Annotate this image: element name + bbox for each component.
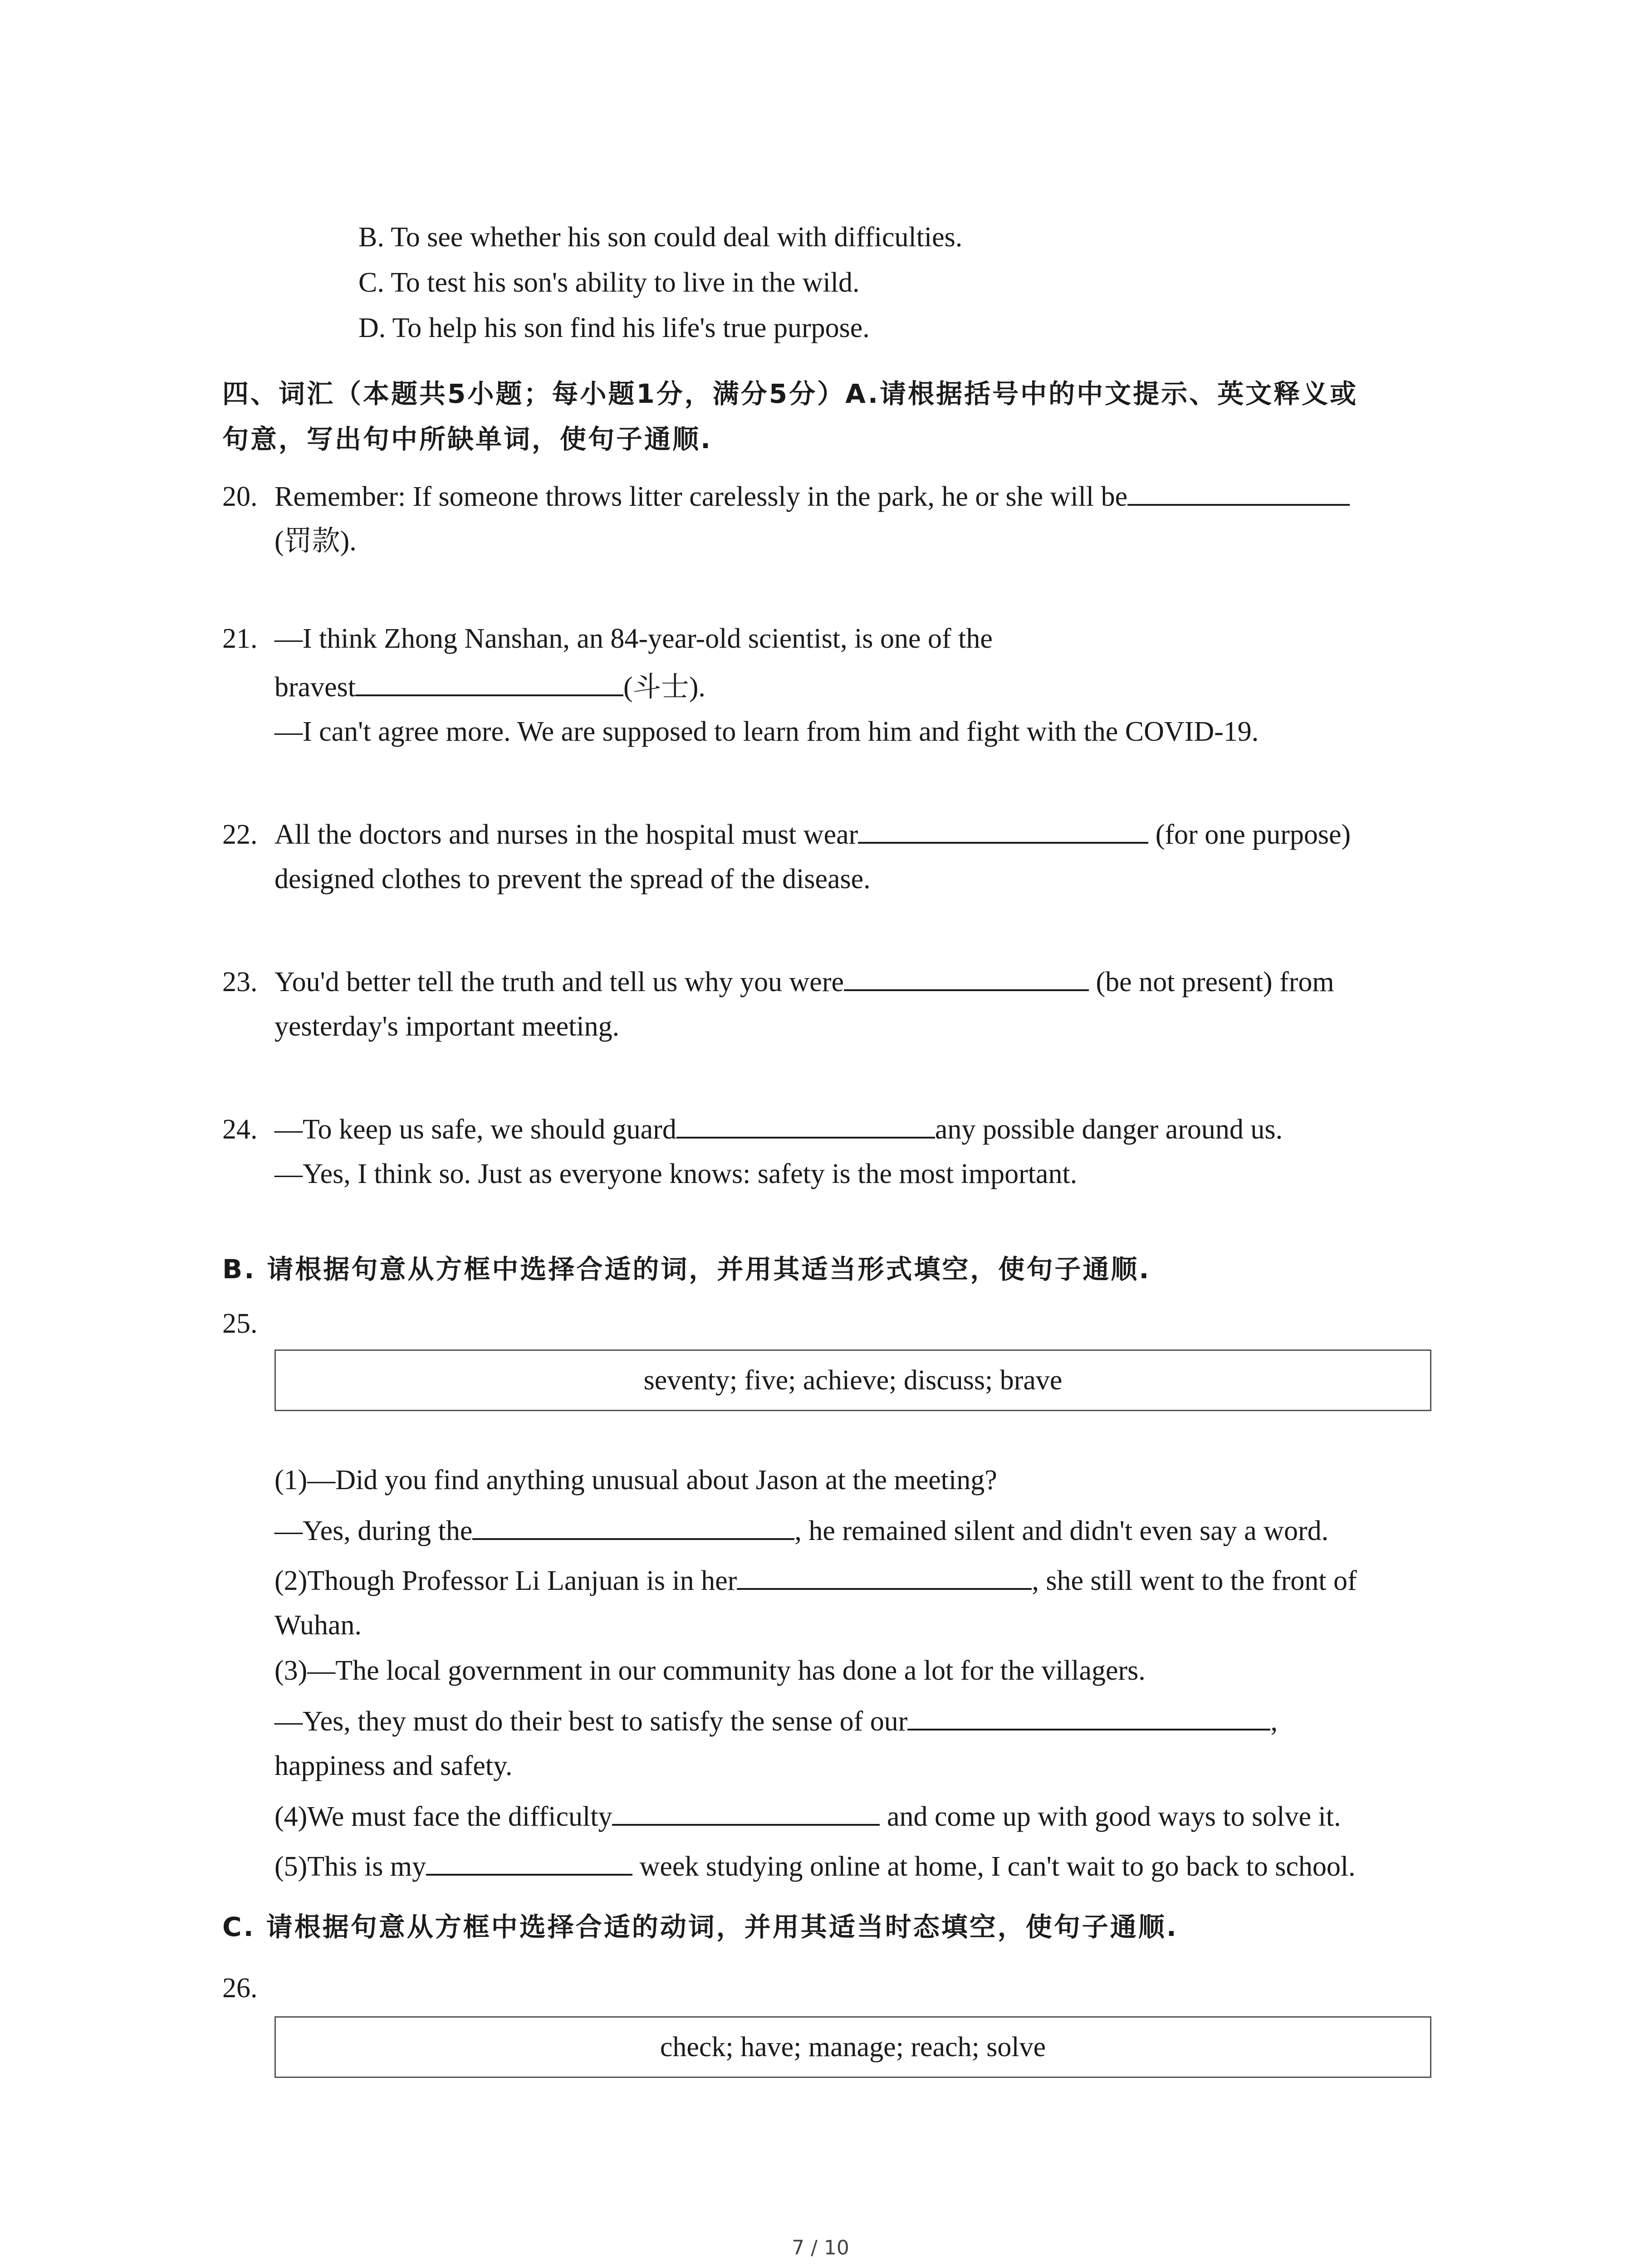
q23-text2: yesterday's important meeting. (274, 1011, 620, 1042)
q24-line1 (222, 1111, 1283, 1147)
q23-answer-blank[interactable] (844, 964, 1089, 991)
q25-number: 25. (222, 1308, 258, 1339)
q25-s3c: happiness and safety. (274, 1750, 513, 1781)
q21-answer-blank[interactable] (356, 669, 623, 696)
q20-number: 20. (222, 481, 258, 512)
q26-word-bank-box (274, 2016, 1431, 2078)
section4-heading-line1: 四、词汇（本题共5小题；每小题1分，满分5分）A.请根据括号中的中文提示、英文释义或 (222, 378, 1358, 409)
q21-text2a: bravest (274, 672, 356, 703)
q25-answer-blank-5[interactable] (426, 1848, 632, 1876)
sectionB-heading: B. 请根据句意从方框中选择合适的词，并用其适当形式填空，使句子通顺. (222, 1254, 1151, 1285)
q26-number: 26. (222, 1973, 258, 2004)
q20-line1 (222, 479, 1350, 514)
q24-text1a: —To keep us safe, we should guard (274, 1114, 676, 1145)
q23-text1b: (be not present) from (1089, 967, 1334, 997)
section4-heading-line2: 句意，写出句中所缺单词，使句子通顺. (222, 424, 713, 455)
q21-text3: —I can't agree more. We are supposed to learn from him and fight with the COVID-19. (274, 716, 1259, 747)
q25-s5-prefix: (5)This is my (274, 1851, 426, 1882)
q25-s5 (274, 1848, 1356, 1884)
q25-answer-blank-2[interactable] (737, 1563, 1032, 1590)
q25-s3b-prefix: —Yes, they must do their best to satisfy the sense of our (274, 1706, 908, 1737)
q25-s1b-prefix: —Yes, during the (274, 1515, 473, 1546)
q19-option-c: C. To test his son's ability to live in the wild. (358, 267, 860, 298)
q24-text2: —Yes, I think so. Just as everyone knows: safety is the most important. (274, 1158, 1078, 1189)
q25-answer-blank-3[interactable] (907, 1703, 1270, 1730)
q21-text1: —I think Zhong Nanshan, an 84-year-old scientist, is one of the (274, 623, 993, 654)
q25-s5-suffix: week studying online at home, I can't wait to go back to school. (632, 1851, 1356, 1882)
q20-answer-blank[interactable] (1127, 479, 1350, 506)
q22-text1a: All the doctors and nurses in the hospital must wear (274, 819, 858, 850)
q25-s4 (274, 1799, 1341, 1834)
q19-option-b: B. To see whether his son could deal with difficulties. (358, 222, 963, 253)
q25-word-bank-text: seventy; five; achieve; discuss; brave (643, 1365, 1063, 1396)
q24-text1b: any possible danger around us. (935, 1114, 1283, 1145)
q25-s2a-suffix: , she still went to the front of (1032, 1565, 1357, 1596)
q22-line1 (222, 816, 1351, 852)
q25-s2b: Wuhan. (274, 1610, 362, 1641)
q22-text1b: (for one purpose) (1148, 819, 1351, 850)
q22-number: 22. (222, 819, 258, 850)
q25-s1b-suffix: , he remained silent and didn't even say a word. (794, 1515, 1329, 1546)
q25-s1a: (1)—Did you find anything unusual about Jason at the meeting? (274, 1465, 997, 1496)
q23-line1 (222, 964, 1334, 999)
q20-text2: (罚款). (274, 526, 357, 557)
q23-text1a: You'd better tell the truth and tell us why you were (274, 967, 844, 997)
q22-answer-blank[interactable] (858, 816, 1148, 844)
q25-s2a-prefix: (2)Though Professor Li Lanjuan is in her (274, 1565, 737, 1596)
page-indicator: 7 / 10 (792, 2236, 849, 2259)
q21-line1 (222, 621, 993, 656)
q25-s3b-suffix: , (1270, 1706, 1278, 1737)
q21-text2b: (斗士). (623, 672, 705, 703)
q22-text2: designed clothes to prevent the spread of the disease. (274, 864, 871, 894)
q25-s4-prefix: (4)We must face the difficulty (274, 1801, 612, 1832)
q25-s1b (274, 1513, 1328, 1548)
q20-text1: Remember: If someone throws litter carelessly in the park, he or she will be (274, 481, 1128, 512)
sectionC-heading: C. 请根据句意从方框中选择合适的动词，并用其适当时态填空，使句子通顺. (222, 1911, 1178, 1942)
q25-word-bank-box (274, 1349, 1431, 1411)
q21-number: 21. (222, 623, 258, 654)
q25-s2a (274, 1563, 1357, 1598)
q25-s3b (274, 1703, 1278, 1739)
q24-number: 24. (222, 1114, 258, 1145)
q19-option-d: D. To help his son find his life's true purpose. (358, 313, 870, 343)
q25-s4-suffix: and come up with good ways to solve it. (880, 1801, 1341, 1832)
q21-line2 (274, 669, 705, 704)
q25-answer-blank-4[interactable] (612, 1799, 880, 1826)
q25-s3a: (3)—The local government in our community has done a lot for the villagers. (274, 1655, 1146, 1686)
q24-answer-blank[interactable] (676, 1111, 935, 1139)
q26-word-bank-text: check; have; manage; reach; solve (660, 2032, 1046, 2063)
q25-answer-blank-1[interactable] (472, 1513, 794, 1540)
q23-number: 23. (222, 967, 258, 997)
